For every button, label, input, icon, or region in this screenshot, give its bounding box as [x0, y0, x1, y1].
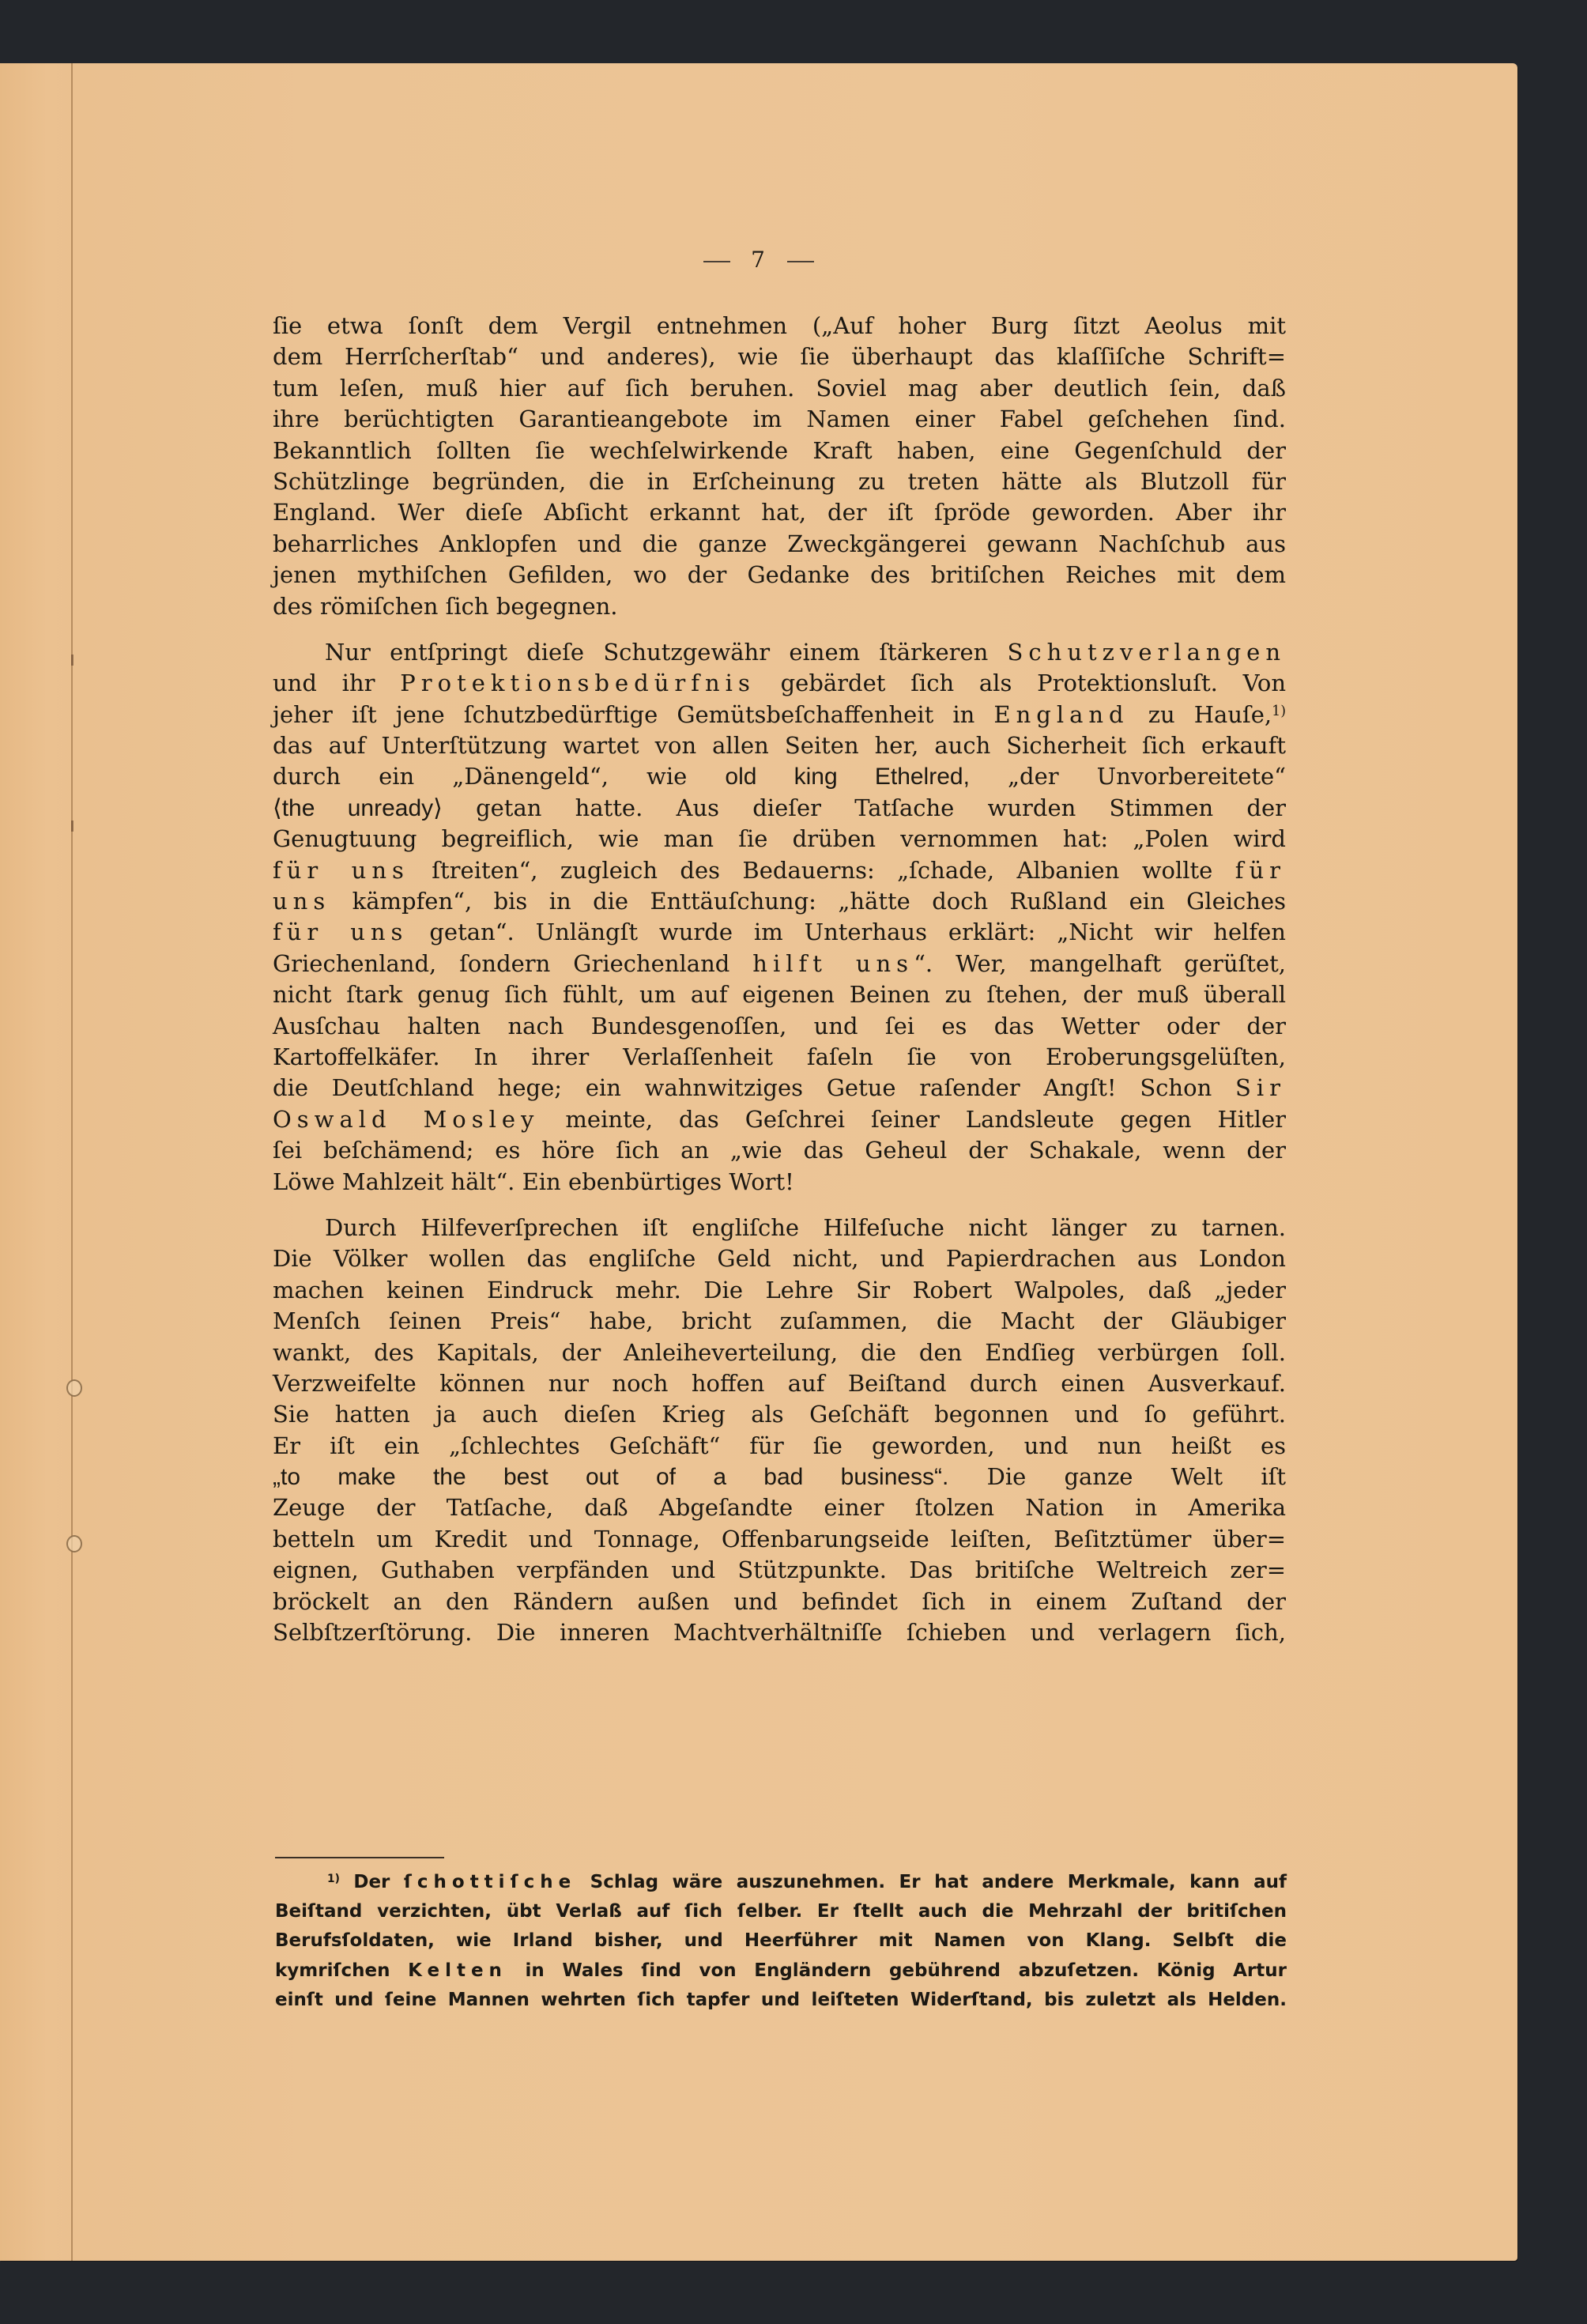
text-span: Griechenland, ſondern Griechenland	[273, 949, 753, 977]
text-line	[273, 855, 1286, 886]
paragraph-gap	[273, 622, 1286, 637]
text-span: durch ein „Dänengeld“, wie	[273, 763, 726, 790]
text-span: Nur entſpringt dieſe Schutzgewähr einem ſtärkeren	[325, 638, 1008, 666]
emphasis-spaced: hilft uns	[752, 949, 914, 977]
text-line	[273, 949, 1286, 979]
antiqua-text: „to make the best out of a bad business“.	[273, 1464, 949, 1491]
text-line: jenen mythiſchen Gefilden, wo der Gedanke des britiſchen Reiches mit dem	[273, 561, 1286, 589]
text-span: kämpfen“, bis in die Enttäuſchung: „hätte doch Rußland ein Gleiches	[330, 888, 1286, 915]
text-line: betteln um Kredit und Tonnage, Offenbarungseide leiſten, Beſitztümer über=	[273, 1525, 1286, 1552]
text-span: getan“. Unlängſt wurde im Unterhaus erklärt: „Nicht wir helfen	[408, 919, 1286, 946]
text-line: Selbſtzerſtörung. Die inneren Machtverhältniſſe ſchieben und verlagern ſich,	[273, 1619, 1286, 1647]
emphasis-spaced: ſchottiſche	[403, 1872, 577, 1892]
text-line: Löwe Mahlzeit hält“. Ein ebenbürtiges Wort!	[273, 1168, 794, 1195]
text-line: wankt, des Kapitals, der Anleiheverteilung, die den Endſieg verbürgen ſoll.	[273, 1338, 1286, 1366]
text-line: bröckelt an den Rändern außen und befindet ſich in einem Zuſtand der	[273, 1587, 1286, 1615]
margin-mark	[71, 821, 74, 832]
text-line: ſei beſchämend; es höre ſich an „wie das Geheul der Schakale, wenn der	[273, 1137, 1286, 1164]
text-line	[273, 668, 1286, 699]
text-line: Verzweifelte können nur noch hoffen auf Beiſtand durch einen Ausverkauf.	[273, 1369, 1286, 1397]
text-line	[273, 1462, 1286, 1492]
text-span: Schlag wäre auszunehmen. Er hat andere Merkmale, kann auf	[576, 1872, 1287, 1892]
text-line: Menſch ſeinen Preis“ habe, bricht zuſammen, die Macht der Gläubiger	[273, 1307, 1286, 1335]
text-span: „der Unvorbereitete“	[969, 763, 1286, 790]
text-line: dem Herrſcherſtab“ und anderes), wie ſie überhaupt das klaſſiſche Schrift=	[273, 343, 1286, 371]
footnote	[275, 1868, 1287, 2015]
text-line: eignen, Guthaben verpfänden und Stützpunkte. Das britiſche Weltreich zer=	[273, 1556, 1286, 1584]
text-line: ſie etwa ſonſt dem Vergil entnehmen („Auf hoher Burg ſitzt Aeolus mit	[273, 312, 1286, 339]
text-line: Ausſchau halten nach Bundesgenoſſen, und ſei es das Wetter oder der	[273, 1012, 1286, 1039]
main-text	[273, 311, 1286, 1648]
page-number-value: 7	[751, 247, 767, 273]
text-line: nicht ſtark genug ſich fühlt, um auf eigenen Beinen zu ſtehen, der muß überall	[273, 981, 1286, 1009]
text-line: Schützlinge begründen, die in Erſcheinung zu treten hätte als Blutzoll für	[273, 467, 1286, 495]
text-line: das auf Unterſtützung wartet von allen Seiten her, auch Sicherheit ſich erkauft	[273, 732, 1286, 760]
footnote-line: einſt und ſeine Mannen wehrten ſich tapfer und leiſteten Widerſtand, bis zuletzt als Helden.	[275, 1989, 1287, 2010]
paragraph-2	[273, 637, 1286, 1198]
footnote-divider	[275, 1857, 444, 1858]
text-line: Sie hatten ja auch dieſen Krieg als Geſchäft begonnen und ſo geführt.	[273, 1401, 1286, 1428]
paragraph-gap	[273, 1198, 1286, 1213]
spine-fold-line	[71, 63, 73, 2261]
emphasis-spaced: für uns	[273, 856, 409, 884]
ornament-dash-right	[787, 261, 814, 262]
text-line	[273, 761, 1286, 792]
stitch-hole-icon	[66, 1379, 82, 1397]
text-line: Zeuge der Tatſache, daß Abgeſandte einer ſtolzen Nation in Amerika	[273, 1494, 1286, 1522]
text-line: Kartoffelkäfer. In ihrer Verlaſſenheit faſeln ſie von Eroberungsgelüſten,	[273, 1043, 1286, 1070]
emphasis-spaced: für	[1235, 856, 1287, 884]
text-line: Durch Hilfeverſprechen iſt engliſche Hilfeſuche nicht länger zu tarnen.	[325, 1213, 1286, 1241]
paragraph-1	[273, 311, 1286, 622]
margin-mark	[71, 655, 74, 666]
text-line: machen keinen Eindruck mehr. Die Lehre Sir Robert Walpoles, daß „jeder	[273, 1276, 1286, 1303]
emphasis-spaced: Oswald Mosley	[273, 1105, 540, 1133]
text-line	[273, 1104, 1286, 1135]
text-span: jeher iſt jene ſchutzbedürftige Gemütsbeſchaffenheit in	[273, 700, 994, 728]
text-line: Bekanntlich ſollten ſie wechſelwirkende Kraft haben, eine Gegenſchuld der	[273, 436, 1286, 464]
footnote-line	[275, 1868, 1287, 1897]
text-span: und ihr	[273, 670, 401, 697]
footnote-reference[interactable]: 1)	[1272, 703, 1286, 719]
text-line: beharrliches Anklopfen und die ganze Zweckgängerei gewann Nachſchub aus	[273, 530, 1286, 557]
text-span: die Deutſchland hege; ein wahnwitziges Getue raſender Angſt! Schon	[273, 1074, 1235, 1102]
footnote-marker: 1)	[327, 1873, 340, 1885]
text-line	[273, 886, 1286, 917]
text-line	[273, 793, 1286, 824]
antiqua-text: ⟨the unready⟩	[273, 794, 443, 821]
footnote-line: Berufsſoldaten, wie Irland bisher, und Heerführer mit Namen von Klang. Selbſt die	[275, 1930, 1287, 1952]
text-line: des römiſchen ſich begegnen.	[273, 592, 618, 620]
text-span: meinte, das Geſchrei ſeiner Landsleute gegen Hitler	[539, 1105, 1286, 1133]
text-line: England. Wer dieſe Abſicht erkannt hat, der iſt ſpröde geworden. Aber ihr	[273, 499, 1286, 526]
emphasis-spaced: uns	[273, 888, 331, 915]
emphasis-spaced: Schutzverlangen	[1007, 638, 1286, 666]
text-line	[273, 1073, 1286, 1104]
emphasis-spaced: Kelten	[408, 1960, 507, 1981]
stitch-hole-icon	[66, 1535, 82, 1552]
text-span: in Wales ſind von Engländern gebührend abzuſetzen. König Artur	[507, 1960, 1287, 1981]
text-span: kymriſchen	[275, 1960, 409, 1981]
footnote-line: Beiſtand verzichten, übt Verlaß auf ſich ſelber. Er ſtellt auch die Mehrzahl der britiſchen	[275, 1901, 1287, 1922]
footnote-line	[275, 1956, 1287, 1986]
text-line: Genugtuung begreiflich, wie man ſie drüben vernommen hat: „Polen wird	[273, 825, 1286, 853]
text-span: “. Wer, mangelhaft gerüſtet,	[914, 949, 1286, 977]
text-span: Die ganze Welt iſt	[948, 1463, 1286, 1491]
emphasis-spaced: Sir	[1235, 1074, 1286, 1102]
text-span: zu Hauſe,	[1129, 700, 1272, 728]
text-span: ſtreiten“, zugleich des Bedauerns: „ſchade, Albanien wollte	[409, 856, 1235, 884]
text-line	[273, 917, 1286, 948]
text-line	[273, 637, 1286, 668]
text-span: getan hatte. Aus dieſer Tatſache wurden Stimmen der	[442, 794, 1286, 821]
emphasis-spaced: Protektionsbedürfnis	[400, 670, 756, 697]
text-line	[273, 700, 1286, 730]
text-line: Er iſt ein „ſchlechtes Geſchäft“ für ſie geworden, und nun heißt es	[273, 1432, 1286, 1459]
text-span: Der	[339, 1872, 404, 1892]
ornament-dash-left	[703, 261, 730, 262]
paragraph-3	[273, 1213, 1286, 1648]
text-span: gebärdet ſich als Protektionsluſt. Von	[755, 670, 1287, 697]
text-line: ihre berüchtigten Garantieangebote im Namen einer Fabel geſchehen ſind.	[273, 406, 1286, 433]
emphasis-spaced: für uns	[273, 919, 409, 946]
text-line: tum leſen, muß hier auf ſich beruhen. Soviel mag aber deutlich ſein, daß	[273, 374, 1286, 402]
text-line: Die Völker wollen das engliſche Geld nicht, und Papierdrachen aus London	[273, 1245, 1286, 1273]
antiqua-text: old king Ethelred,	[725, 764, 970, 790]
book-page	[0, 63, 1517, 2261]
emphasis-spaced: England	[993, 700, 1129, 728]
page-number	[0, 247, 1517, 273]
